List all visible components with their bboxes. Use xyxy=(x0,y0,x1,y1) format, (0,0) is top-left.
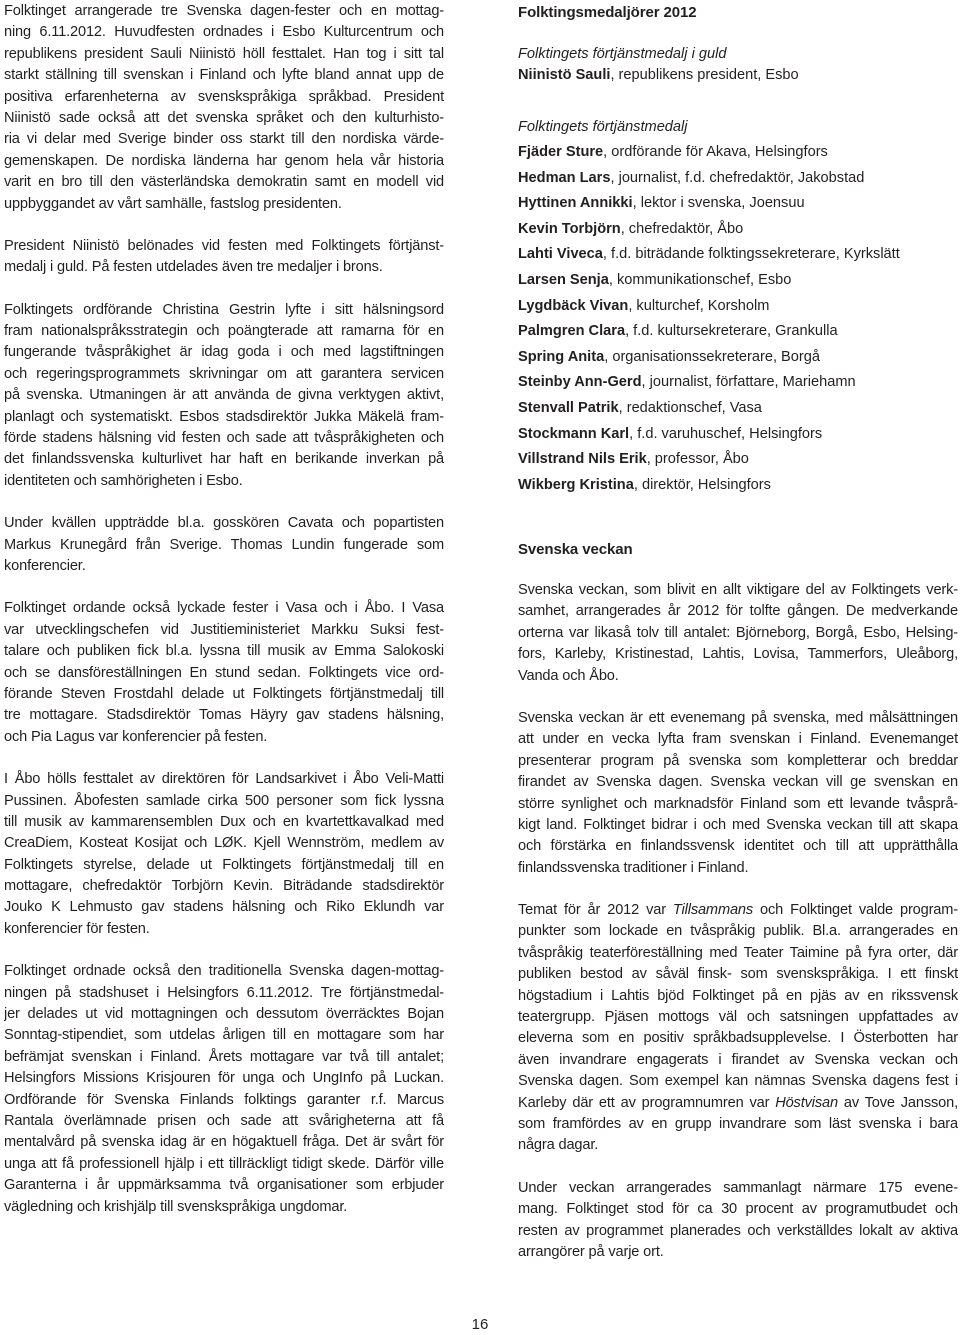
text-line: Sonntag-stipendiet, som utdelas årligen till en mottagare som har xyxy=(4,1027,444,1044)
recipient-description: , redaktionschef, Vasa xyxy=(618,399,762,416)
text-line: medalj i guld. På festen utdelades även tre medaljer i brons. xyxy=(4,259,383,276)
text-line: President Niinistö belönades vid festen med Folktingets förtjänst- xyxy=(4,237,444,254)
recipient-name: Hedman Lars xyxy=(518,169,611,186)
paragraph xyxy=(4,598,444,748)
text-line: jer delades ut vid mottagningen och dessutom överräcktes Bojan xyxy=(4,1006,444,1023)
paragraph xyxy=(518,900,958,1157)
recipient-name: Palmgren Clara xyxy=(518,323,626,340)
svenska-veckan-heading: Svenska veckan xyxy=(518,541,633,558)
recipient-name: Larsen Senja xyxy=(518,271,609,288)
text-line: teatergrupp. Pjäsen mottogs väl och satsningen uppfattades av xyxy=(518,1009,958,1026)
recipient-name: Steinby Ann-Gerd xyxy=(518,374,642,391)
medals-heading: Folktingsmedaljörer 2012 xyxy=(518,4,697,21)
text-line: högstadium i Lahtis bjöd Folktinget på en pjäs av en rikssvensk xyxy=(518,987,958,1004)
recipient-description: , journalist, författare, Mariehamn xyxy=(641,374,856,391)
recipient-name: Hyttinen Annikki xyxy=(518,195,633,212)
medal-recipient xyxy=(518,345,958,371)
recipient-description: , lektor i svenska, Joensuu xyxy=(632,195,805,212)
paragraph xyxy=(518,708,958,879)
text-line: arrangörer på varje ort. xyxy=(518,1243,664,1260)
text-line: förande Steven Frostdahl delade ut Folktingets förtjänstmedalj till xyxy=(4,685,444,702)
text-line: några dagar. xyxy=(518,1137,599,1154)
text-line: större synlighet och marknadsför Finland som ett levande tvåsprå- xyxy=(518,795,958,812)
text-line: mottagare, chefredaktör Torbjörn Kevin. Biträdande stadsdirektör xyxy=(4,878,444,895)
recipient-description: , direktör, Helsingfors xyxy=(633,476,771,493)
recipient-description: , chefredaktör, Åbo xyxy=(620,220,744,237)
text-line: konferencier för festen. xyxy=(4,920,150,937)
text-line: mentalvård på svenska idag är en högaktuell fråga. Det är svårt för xyxy=(4,1134,444,1151)
medal-recipient xyxy=(518,217,958,243)
medal-recipient xyxy=(518,140,958,166)
recipient-description: , kommunikationschef, Esbo xyxy=(608,271,792,288)
recipient-description: , ordförande för Akava, Helsingfors xyxy=(603,144,828,160)
text-line: fungerande tvåspråkighet är idag goda i och med lagstiftningen xyxy=(4,344,444,361)
medal-recipient xyxy=(518,242,958,268)
text-line: publiken bestod av såväl finsk- som svenskspråkiga. I ett finskt xyxy=(518,966,958,983)
medal-recipient xyxy=(518,473,958,499)
text-line: Folktinget ordnade också den traditionella Svenska dagen-mottag- xyxy=(4,963,444,980)
text-line: Under veckan arrangerades sammanlagt närmare 175 evene- xyxy=(518,1179,958,1196)
text-line: och Pia Lagus var konferencier på festen. xyxy=(4,728,268,745)
text-line: Karleby där ett av programnumren var Höstvisan av Tove Jansson, xyxy=(518,1094,958,1111)
text-line: och se dansföreställningen En stund sedan. Folktingets vice ord- xyxy=(4,664,444,681)
text-line: Ordförande för Svenska Finlands folktings garanter r.f. Marcus xyxy=(4,1091,444,1108)
text-line: positiva erfarenheterna av svenskspråkiga språkbad. President xyxy=(4,88,444,105)
text-line: även invandrare engagerats i firandet av Svenska veckan och xyxy=(518,1051,958,1068)
medals-section xyxy=(518,3,958,498)
recipient-description: , journalist, f.d. chefredaktör, Jakobstad xyxy=(610,169,865,186)
text-line: som framfördes av en grupp invandrare som läst svenska i bara xyxy=(518,1115,958,1132)
text-line: att under en vecka lyfta fram svenskan i Finland. Evenemanget xyxy=(518,731,958,748)
text-line: Svenska veckan är ett evenemang på svenska, med målsättningen xyxy=(518,709,958,726)
text-line: tre mottagare. Stadsdirektör Tomas Häyry gav stadens hälsning, xyxy=(4,707,444,724)
text-line: identiteten och samhörigheten i Esbo. xyxy=(4,472,243,489)
text-line: unga att få professionell hjälp i ett tillräckligt tidigt skede. Därför ville xyxy=(4,1155,444,1172)
paragraph xyxy=(4,236,444,279)
medal-recipient xyxy=(518,319,958,345)
text-line: Folktingets styrelse, delade ut Folktingets förtjänstmedalj till en xyxy=(4,856,444,873)
recipient-name: Villstrand Nils Erik xyxy=(518,451,647,468)
medal-title: Folktingets förtjänstmedalj xyxy=(518,119,688,135)
medal-recipient xyxy=(518,447,958,473)
paragraph xyxy=(518,1178,958,1264)
text-line: planlagt och systematiskt. Esbos stadsdirektör Jukka Mäkelä fram- xyxy=(4,408,444,425)
text-line: I Åbo hölls festtalet av direktören för Landsarkivet i Åbo Veli-Matti xyxy=(4,771,444,788)
text-line: resten av programmet planerades och verkställdes lokalt av aktiva xyxy=(518,1222,958,1239)
text-line: befrämjat svenskan i Finland. Årets mottagare var två till antalet; xyxy=(4,1048,444,1065)
recipient-description: , organisationssekreterare, Borgå xyxy=(604,348,820,365)
text-line: mang. Folktinget stod för ca 30 procent av programutbudet och xyxy=(518,1201,958,1218)
page-number: 16 xyxy=(471,1316,489,1333)
medal-recipient xyxy=(518,64,958,86)
italic-title: Tillsammans xyxy=(672,902,754,919)
recipient-name: Stockmann Karl xyxy=(518,425,630,442)
text-line: kigt land. Folktinget bidrar i och med Svenska veckan till att skapa xyxy=(518,816,958,833)
recipient-name: Fjäder Sture xyxy=(518,144,604,160)
text-line: Folktingets ordförande Christina Gestrin lyfte i sitt hälsningsord xyxy=(4,301,444,318)
text-line: starkt ställning till svenskan i Finland och lyfte bland annat upp de xyxy=(4,67,444,84)
recipient-name: Niinistö Sauli xyxy=(518,67,611,83)
text-line: uppbyggandet av vårt samhälle, fastslog presidenten. xyxy=(4,195,342,212)
text-line: finlandssvenska traditioner i Finland. xyxy=(518,859,749,876)
text-line: Folktinget ordande också lyckade fester i Vasa och i Åbo. I Vasa xyxy=(4,600,444,617)
text-line: Folktinget arrangerade tre Svenska dagen-fester och en mottag- xyxy=(4,3,444,19)
medal-recipient xyxy=(518,191,958,217)
text-line: Markus Krunegård från Sverige. Thomas Lundin fungerade som xyxy=(4,536,444,553)
medal-recipient xyxy=(518,166,958,192)
text-line: konferencier. xyxy=(4,557,86,574)
medal-recipient xyxy=(518,370,958,396)
text-line: ria vi delar med Sverige binder oss starkt till den nordiska värde- xyxy=(4,131,444,148)
medal-recipient xyxy=(518,268,958,294)
text-line: republikens president Sauli Niinistö höll festtalet. Han tog i sitt tal xyxy=(4,45,444,62)
text-line: tvåspråkig teaterföreställning med Teater Taimine på fyra orter, där xyxy=(518,944,958,961)
text-line: Rantala överlämnade prisen och sade att svårigheterna att få xyxy=(4,1112,444,1129)
text-line: talare och publiken fick bl.a. lyssna till musik av Emma Salokoski xyxy=(4,643,444,660)
paragraph xyxy=(518,580,958,687)
italic-title: Höstvisan xyxy=(775,1094,838,1111)
text-line: och förstärka en finlandssvensk identitet och till att upprätthålla xyxy=(518,838,958,855)
text-line: firandet av Svenska dagen. Svenska veckan vill ge svenskan en xyxy=(518,774,958,791)
text-line: punkter som lockade en tvåspråkig publik. Bl.a. arrangerades en xyxy=(518,923,958,940)
text-line: Garanterna i år uppmärksamma två organisationer som erbjuder xyxy=(4,1177,444,1194)
text-line: gemenskapen. De nordiska länderna har genom hela vår historia xyxy=(4,152,444,169)
text-line: det finlandssvenska kulturlivet har haft en berikande inverkan på xyxy=(4,451,444,468)
text-line: ning 6.11.2012. Huvudfesten ordnades i Esbo Kulturcentrum och xyxy=(4,24,444,41)
text-line: ningen på stadshuset i Helsingfors 6.11.2012. Tre förtjänstmedal- xyxy=(4,984,444,1001)
paragraph xyxy=(4,961,444,1218)
paragraph xyxy=(4,769,444,940)
recipient-description: , f.d. varuhuschef, Helsingfors xyxy=(629,425,823,442)
text-line: Under kvällen uppträdde bl.a. gosskören Cavata och popartisten xyxy=(4,515,444,532)
recipient-description: , republikens president, Esbo xyxy=(610,67,799,83)
text-line: Svenska dagen. Som exempel kan nämnas Svenska dagens fest i xyxy=(518,1073,958,1090)
paragraph xyxy=(4,513,444,577)
text-line: samhet, arrangerades år 2012 för tolfte gången. De medverkande xyxy=(518,603,958,620)
text-line: till musik av kammarensemblen Dux och en kvartettkavalkad med xyxy=(4,813,444,830)
medal-recipient xyxy=(518,422,958,448)
text-line: på svenska. Utmaningen är att använda de givna verktygen aktivt, xyxy=(4,387,444,404)
left-column xyxy=(4,0,444,1218)
text-line: eleverna som en positiv språkbadsupplevelse. I Österbotten har xyxy=(518,1030,958,1047)
text-line: var utvecklingschefen vid Justitieministeriet Markku Suksi fest- xyxy=(4,621,444,638)
recipient-name: Kevin Torbjörn xyxy=(518,220,621,237)
text-line: varit en bro till den västerländska demokratin samt en modell vid xyxy=(4,174,444,191)
text-line: Helsingfors Missions Krisjouren för unga och UngInfo på Luckan. xyxy=(4,1070,444,1087)
text-line: förde stadens hälsning vid festen och sade att tvåspråkigheten och xyxy=(4,430,444,447)
text-line: vägledning och krishjälp till svenskspråkiga ungdomar. xyxy=(4,1198,348,1215)
recipient-name: Wikberg Kristina xyxy=(518,476,634,493)
text-line: fors, Karleby, Kristinestad, Lahtis, Lovisa, Tammerfors, Uleåborg, xyxy=(518,646,958,663)
paragraph xyxy=(4,1,444,215)
text-line: fram nationalspråksstrategin och poängterade att ramarna för en xyxy=(4,323,444,340)
svenska-veckan-section xyxy=(518,540,958,560)
recipient-description: , f.d. kultursekreterare, Grankulla xyxy=(625,323,838,340)
text-line: Pussinen. Åbofesten samlade cirka 500 personer som fick lyssna xyxy=(4,792,444,809)
recipient-name: Lygdbäck Vivan xyxy=(518,297,629,314)
text-line: och regeringsprogrammets skrivningar om att garantera servicen xyxy=(4,365,444,382)
text-line: presenterar program på svenska som kompletterar och breddar xyxy=(518,752,958,769)
text-line: Vanda och Åbo. xyxy=(518,667,619,684)
medal-recipient xyxy=(518,294,958,320)
recipient-description: , f.d. biträdande folktingssekreterare, Kyrkslätt xyxy=(602,246,900,263)
text-line: Niinistö sade också att det svenska språket och den kulturhisto- xyxy=(4,109,444,126)
recipient-name: Lahti Viveca xyxy=(518,246,603,263)
paragraph xyxy=(4,300,444,493)
recipient-name: Stenvall Patrik xyxy=(518,399,619,416)
text-line: CreaDiem, Kosteat Kosijat och LØK. Kjell Wennström, medlem av xyxy=(4,835,444,852)
recipient-description: , professor, Åbo xyxy=(646,451,749,468)
medal-recipient xyxy=(518,396,958,422)
recipient-description: , kulturchef, Korsholm xyxy=(628,297,770,314)
text-line: Svenska veckan, som blivit en allt viktigare del av Folktingets verk- xyxy=(518,582,958,598)
recipient-name: Spring Anita xyxy=(518,348,605,365)
gold-medal-title: Folktingets förtjänstmedalj i guld xyxy=(518,46,727,62)
text-line: Temat för år 2012 var Tillsammans och Folktinget valde program- xyxy=(518,902,958,919)
text-line: orterna var likaså tolv till antalet: Björneborg, Borgå, Esbo, Helsing- xyxy=(518,624,958,641)
text-line: Jouko K Lehmusto gav stadens hälsning och Riko Eklundh var xyxy=(4,899,444,916)
